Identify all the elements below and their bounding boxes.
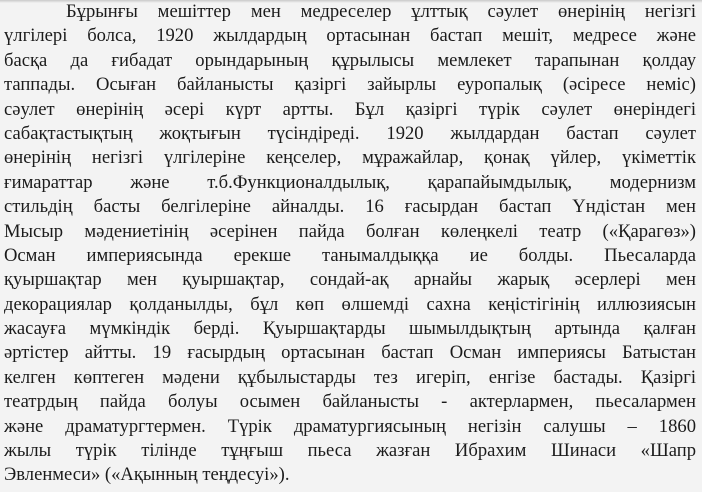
text-line: өнерінің негізгі үлгілеріне кеңселер, мұражайлар, қонақ үйлер, үкіметтік	[4, 147, 696, 169]
text-line: Бұрынғы мешіттер мен медреселер ұлттық сәулет өнерінің негізгі	[66, 1, 696, 22]
text-line: сәулет өнерінің әсері күрт артты. Бұл қазіргі түрік сәулет өнеріндегі	[4, 98, 696, 120]
text-line: жылы түрік тілінде тұңғыш пьеса жазған Ибрахим Шинаси «Шапр	[4, 440, 696, 462]
text-line: театрдың пайда болуы осымен байланысты - актерлармен, пьесалармен	[4, 391, 696, 413]
text-line: Мысыр мәдениетінің әсерінен пайда болған көлеңкелі театр («Қарагөз»)	[4, 220, 696, 242]
text-line: Эвленмеси» («Ақынның теңдесуі»).	[4, 464, 290, 486]
text-line: сабақтастықтың жоқтығын түсіндіреді. 1920 жылдардан бастап сәулет	[4, 122, 696, 144]
text-line: таппады. Осыған байланысты қазіргі зайырлы еуропалық (әсіресе неміс)	[4, 74, 696, 96]
text-line: үлгілері болса, 1920 жылдардың ортасынан бастап мешіт, медресе және	[4, 25, 696, 47]
text-line: келген көптеген мәдени құбылыстарды тез игеріп, енгізе бастады. Қазіргі	[4, 366, 696, 388]
text-line: стильдің басты белгілеріне айналды. 16 ғасырдан бастап Үндістан мен	[4, 196, 696, 218]
text-line: қуыршақтар мен қуыршақтар, сондай-ақ арнайы жарық әсерлері мен	[4, 269, 696, 291]
text-line: жасауға мүмкіндік берді. Қуыршақтарды шымылдықтың артында қалған	[4, 318, 696, 340]
text-line: Осман империясында ерекше танымалдыққа ие болды. Пьесаларда	[4, 244, 696, 266]
text-line: және драматургтермен. Түрік драматургиясының негізін салушы – 1860	[4, 415, 696, 437]
text-line: әртістер айтты. 19 ғасырдың ортасынан бастап Осман империясы Батыстан	[4, 342, 696, 364]
text-line: декорациялар қолданылды, бұл көп өлшемді сахна кеңістігінің иллюзиясын	[4, 293, 696, 315]
text-line: ғимараттар және т.б.Функционалдылық, қарапайымдылық, модернизм	[4, 171, 696, 193]
text-line: басқа да ғибадат орындарының құрылысы мемлекет тарапынан қолдау	[4, 49, 696, 71]
paragraph	[4, 0, 696, 488]
